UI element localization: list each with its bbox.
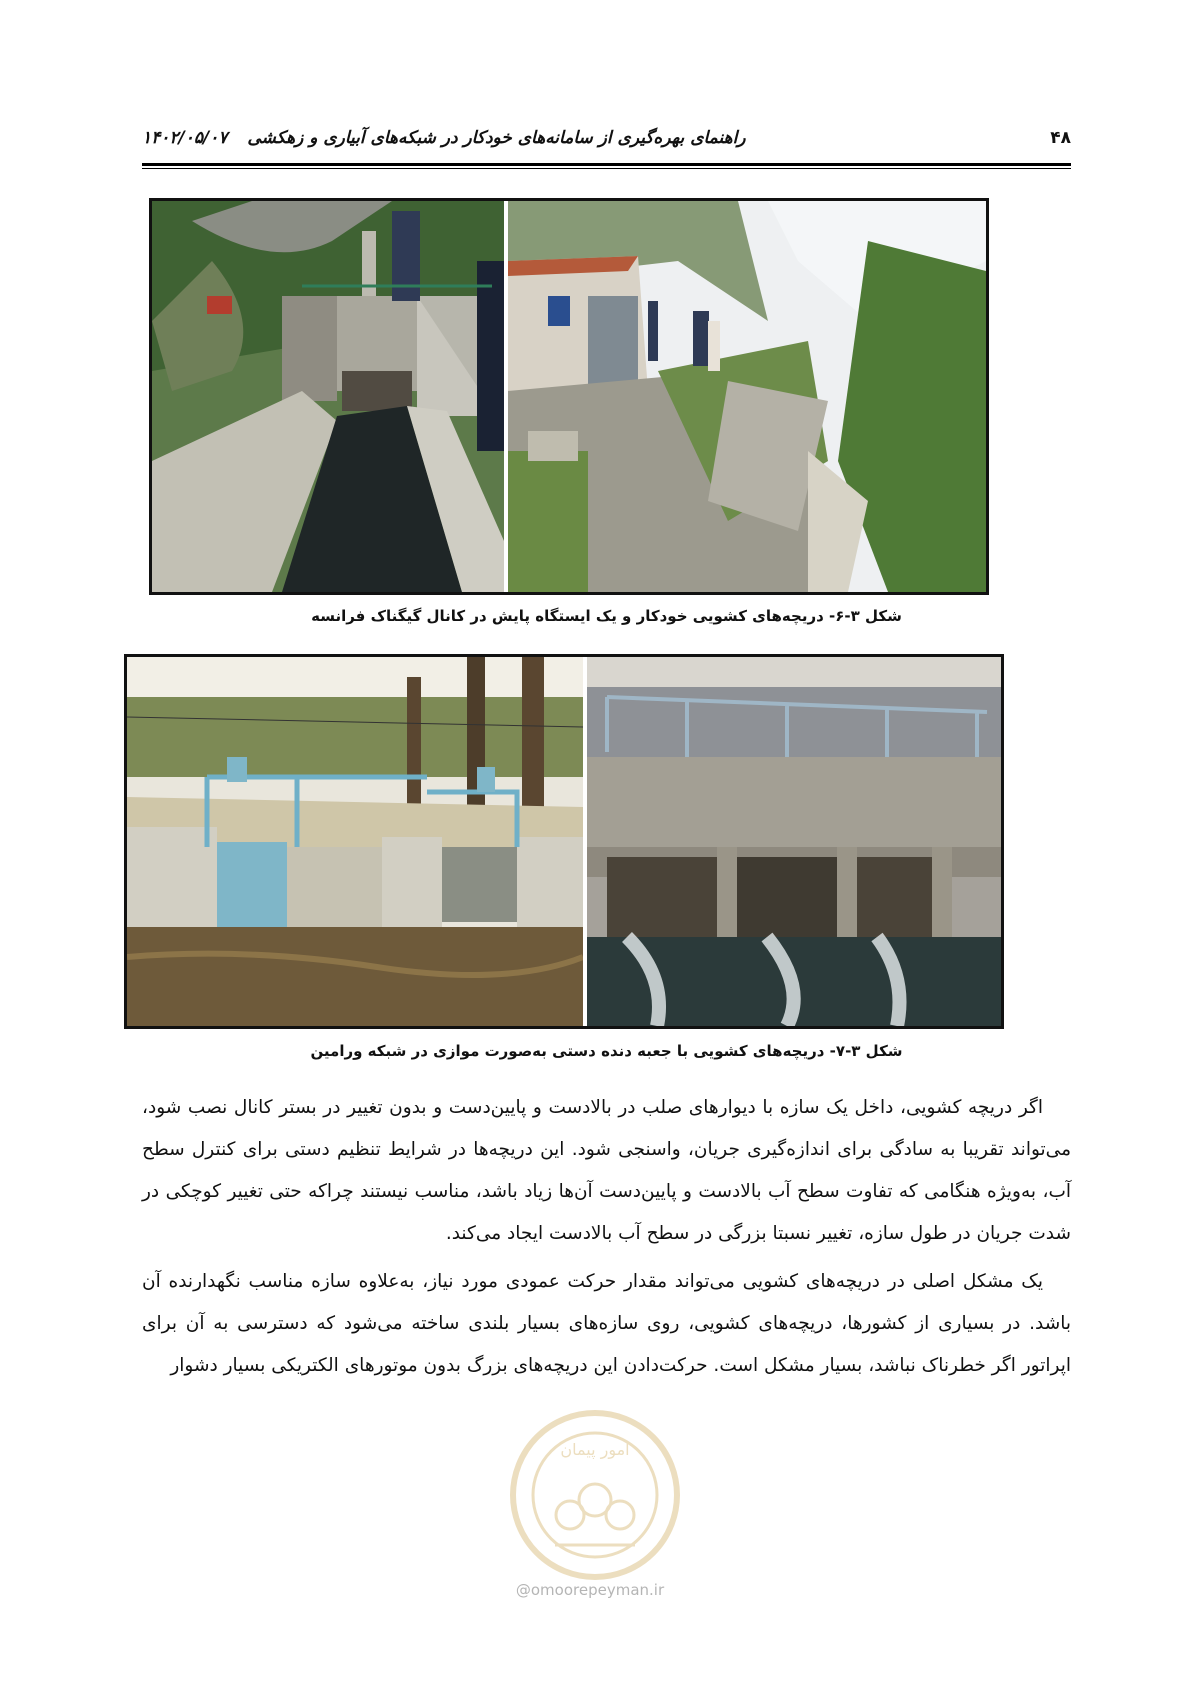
figure-3-6-caption: شکل ۳-۶- دریچه‌های کشویی خودکار و یک ایستگاه پایش در کانال گیگناک فرانسه (311, 607, 902, 625)
header-date: ۱۴۰۲/۰۵/۰۷ (142, 128, 228, 148)
photo-outlet-gates (587, 657, 1001, 1026)
paragraph-2: یک مشکل اصلی در دریچه‌های کشویی می‌تواند مقدار حرکت عمودی مورد نیاز، به‌علاوه سازه مناسب نگهدارنده آن باشد. در بسیاری از کشورها، دریچه‌های کشویی، روی سازه‌های بسیار بلندی ساخته می‌شود که دسترسی به آن برای اپراتور اگر خطرناک نباشد، بسیار مشکل است. حرکت‌دادن این دریچه‌های بزرگ بدون موتورهای الکتریکی بسیار دشوار (142, 1271, 1071, 1376)
photo-gigonac-gate (152, 201, 504, 592)
header-rule-thin (142, 168, 1071, 169)
page-number: ۴۸ (1050, 128, 1071, 148)
figure-3-7 (124, 654, 1004, 1029)
watermark-logo-text: امور پیمان (560, 1440, 630, 1459)
running-title (142, 128, 746, 148)
watermark-logo (500, 1395, 690, 1595)
running-title-text: راهنمای بهره‌گیری از سامانه‌های خودکار در شبکه‌های آبیاری و زهکشی (247, 128, 746, 148)
watermark-site: @omoorepeyman.ir (515, 1581, 665, 1599)
photo-varamin-gates (127, 657, 583, 1026)
figure-3-6 (149, 198, 989, 595)
header-rule (142, 163, 1071, 166)
page-header (142, 124, 1071, 154)
figure-3-7-caption: شکل ۳-۷- دریچه‌های کشویی با جعبه دنده دستی به‌صورت موازی در شبکه ورامین (310, 1042, 903, 1060)
photo-monitoring-station (508, 201, 986, 592)
paragraph-1: اگر دریچه کشویی، داخل یک سازه با دیوارهای صلب در بالادست و پایین‌دست و بدون تغییر در بستر کانال نصب شود، می‌تواند تقریبا به سادگی برای اندازه‌گیری جریان، واسنجی شود. این دریچه‌ها در شرایط تنظیم دستی برای کنترل سطح آب، به‌ویژه هنگامی که تفاوت سطح آب بالادست و پایین‌دست آن‌ها زیاد باشد، مناسب نیستند چراکه حتی تغییر کوچکی در شدت جریان در طول سازه، تغییر نسبتا بزرگی در سطح آب بالادست ایجاد می‌کند. (142, 1097, 1071, 1244)
body-text (142, 1087, 1071, 1393)
